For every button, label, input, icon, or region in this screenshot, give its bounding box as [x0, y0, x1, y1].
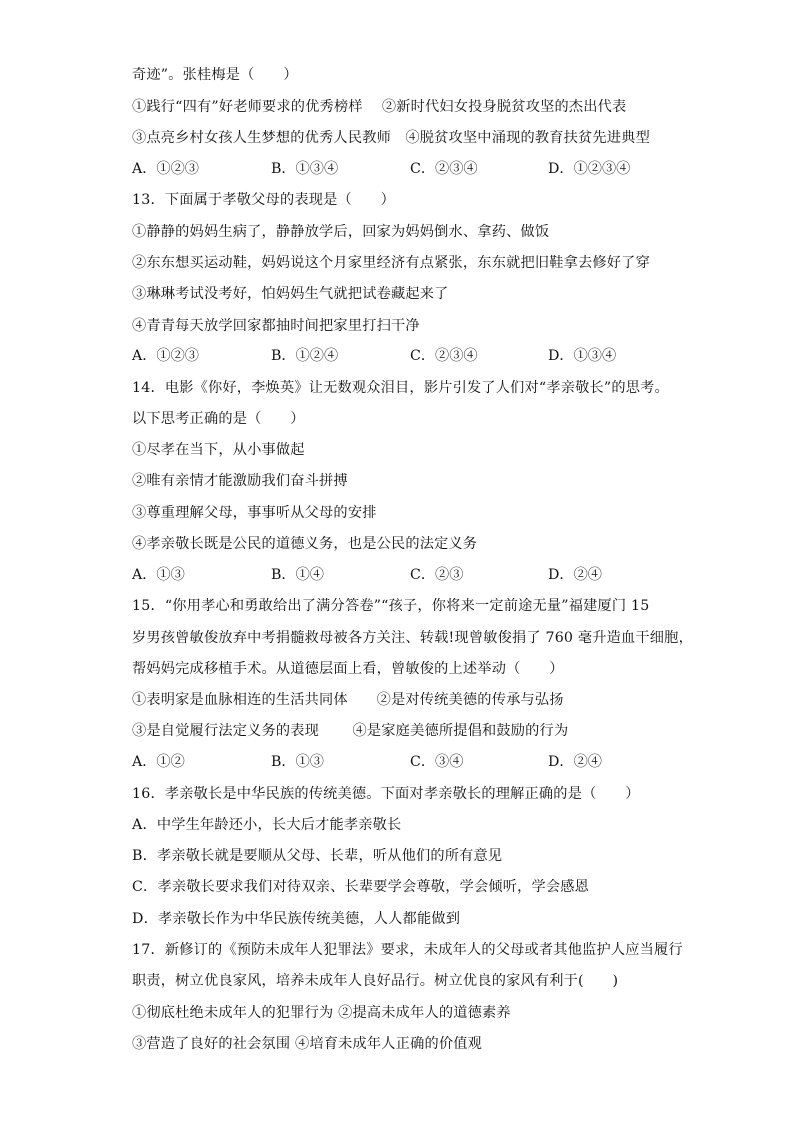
q15-option-a: A．①② — [132, 754, 185, 770]
q15-options — [132, 752, 692, 772]
q13-options — [132, 346, 692, 366]
q17-stem-line-1: 17．新修订的《预防未成年人犯罪法》要求，未成年人的父母或者其他监护人应当履行 — [132, 942, 683, 958]
q16-option-b: B．孝亲敬长就是要顺从父母、长辈，听从他们的所有意见 — [132, 848, 503, 864]
q14-option-c: C．②③ — [410, 567, 464, 583]
q14-option-d: D．②④ — [548, 567, 602, 583]
q13-statement-3: ③琳琳考试没考好，怕妈妈生气就把试卷藏起来了 — [132, 286, 449, 302]
q16-stem: 16．孝亲敬长是中华民族的传统美德。下面对孝亲敬长的理解正确的是（ ） — [132, 786, 640, 802]
q13-option-b: B．①②④ — [271, 348, 339, 364]
q16-option-c: C．孝亲敬长要求我们对待双亲、长辈要学会尊敬，学会倾听，学会感恩 — [132, 879, 590, 895]
q12-options — [132, 159, 692, 179]
q12-statement-1-2: ①践行“四有”好老师要求的优秀榜样 ②新时代妇女投身脱贫攻坚的杰出代表 — [132, 99, 627, 115]
q15-statement-3-4: ③是自觉履行法定义务的表现 ④是家庭美德所提倡和鼓励的行为 — [132, 723, 569, 739]
q14-stem-line-2: 以下思考正确的是（ ） — [132, 411, 305, 427]
q13-stem: 13．下面属于孝敬父母的表现是（ ） — [132, 192, 396, 208]
q15-stem-line-1: 15．“你用孝心和勇敢给出了满分答卷”“孩子，你将来一定前途无量”福建厦门 15 — [132, 598, 650, 614]
q12-option-b: B．①③④ — [271, 161, 339, 177]
q15-option-d: D．②④ — [548, 754, 602, 770]
q12-statement-3-4: ③点亮乡村女孩人生梦想的优秀人民教师 ④脱贫攻坚中涌现的教育扶贫先进典型 — [132, 130, 650, 146]
q12-stem-continuation: 奇迹”。张桂梅是（ ） — [132, 67, 298, 83]
q12-option-c: C．②③④ — [410, 161, 478, 177]
q14-option-a: A．①③ — [132, 567, 185, 583]
q17-stem-line-2: 职责，树立优良家风，培养未成年人良好品行。树立优良的家风有利于( ) — [132, 973, 619, 989]
q14-statement-3: ③尊重理解父母，事事听从父母的安排 — [132, 505, 377, 521]
q13-statement-2: ②东东想买运动鞋，妈妈说这个月家里经济有点紧张，东东就把旧鞋拿去修好了穿 — [132, 255, 650, 271]
q13-statement-1: ①静静的妈妈生病了，静静放学后，回家为妈妈倒水、拿药、做饭 — [132, 224, 550, 240]
q14-options — [132, 565, 692, 585]
q14-option-b: B．①④ — [271, 567, 324, 583]
q17-statement-3-4: ③营造了良好的社会氛围 ④培育未成年人正确的价值观 — [132, 1036, 483, 1052]
q15-stem-line-3: 帮妈妈完成移植手术。从道德层面上看，曾敏俊的上述举动（ ） — [132, 661, 564, 677]
q12-option-d: D．①②③④ — [548, 161, 631, 177]
q15-option-b: B．①③ — [271, 754, 324, 770]
q13-option-c: C．②③④ — [410, 348, 478, 364]
q17-statement-1-2: ①彻底杜绝未成年人的犯罪行为 ②提高未成年人的道德素养 — [132, 1005, 511, 1021]
q15-statement-1-2: ①表明家是血脉相连的生活共同体 ②是对传统美德的传承与弘扬 — [132, 692, 564, 708]
q16-option-d: D．孝亲敬长作为中华民族传统美德，人人都能做到 — [132, 911, 461, 927]
q14-statement-4: ④孝亲敬长既是公民的道德义务，也是公民的法定义务 — [132, 536, 478, 552]
q15-option-c: C．③④ — [410, 754, 464, 770]
q13-statement-4: ④青青每天放学回家都抽时间把家里打扫干净 — [132, 318, 420, 334]
q15-stem-line-2: 岁男孩曾敏俊放弃中考捐髓救母被各方关注、转载!现曾敏俊捐了 760 毫升造血干细胞， — [132, 630, 693, 646]
q16-option-a: A．中学生年龄还小，长大后才能孝亲敬长 — [132, 817, 402, 833]
q12-option-a: A．①②③ — [132, 161, 199, 177]
q13-option-a: A．①②③ — [132, 348, 199, 364]
q14-statement-1: ①尽孝在当下，从小事做起 — [132, 442, 305, 458]
q13-option-d: D．①③④ — [548, 348, 617, 364]
q14-stem-line-1: 14．电影《你好，李焕英》让无数观众泪目，影片引发了人们对“孝亲敬长”的思考。 — [132, 380, 669, 396]
q14-statement-2: ②唯有亲情才能激励我们奋斗拼搏 — [132, 473, 348, 489]
